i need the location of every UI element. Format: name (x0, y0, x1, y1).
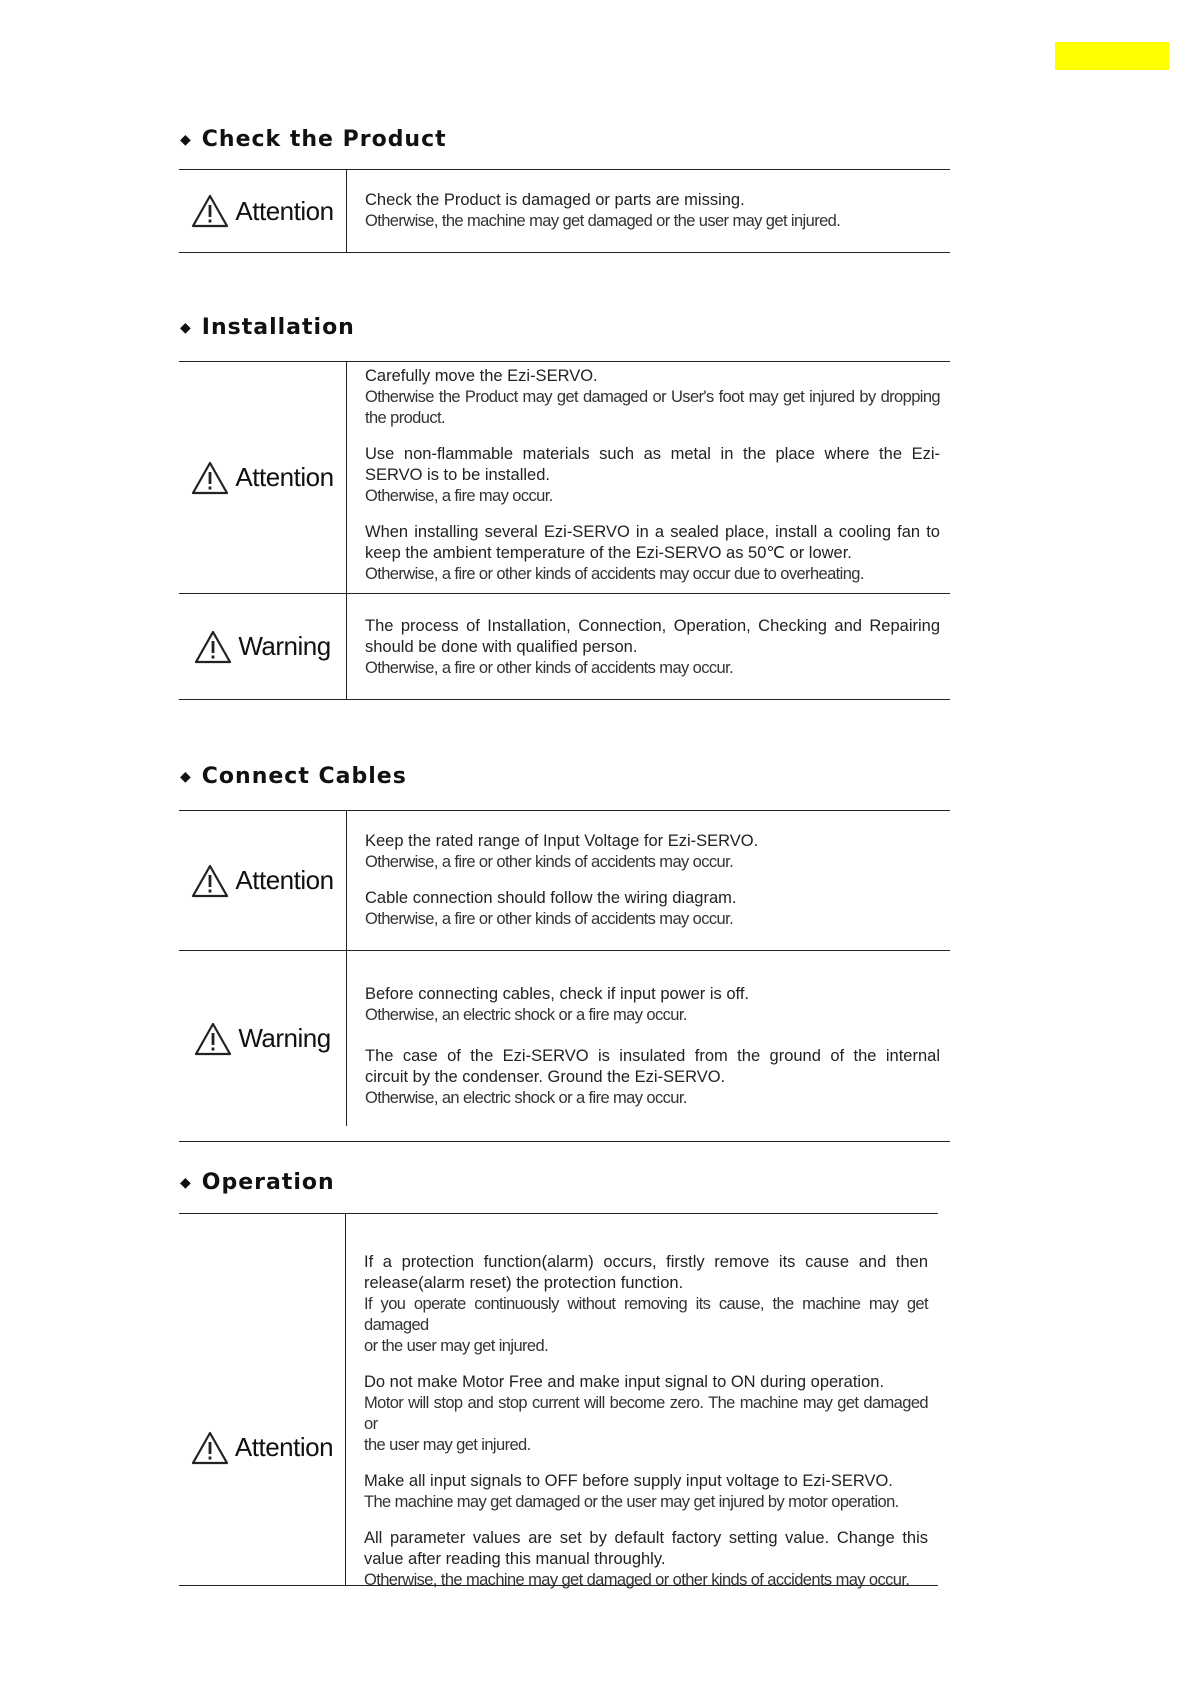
paragraph (365, 831, 940, 873)
attention-label: Attention (191, 194, 333, 228)
label-cell (179, 594, 347, 699)
operation-table (179, 1213, 938, 1589)
warning-triangle-icon (191, 194, 229, 228)
text-line: Otherwise, an electric shock or a fire may occur. (365, 1006, 687, 1024)
text-line: circuit by the condenser. Ground the Ezi-SERVO. (365, 1068, 726, 1086)
text-line: Otherwise, a fire or other kinds of accidents may occur. (365, 659, 734, 677)
diamond-bullet-icon: ◆ (180, 1175, 192, 1191)
text-line: should be done with qualified person. (365, 638, 638, 656)
installation-attention-row (179, 362, 950, 593)
cables-attention-row (179, 811, 950, 950)
paragraph (365, 366, 940, 429)
text-line: Otherwise, the machine may get damaged or other kinds of accidents may occur. (364, 1571, 910, 1589)
label-cell (179, 1214, 346, 1585)
diamond-bullet-icon: ◆ (180, 769, 192, 785)
paragraph (365, 1046, 940, 1109)
cables-warning-text-cell (347, 951, 950, 1141)
text-line: All parameter values are set by default factory setting value. Change this (364, 1529, 928, 1547)
text-line: If you operate continuously without removing its cause, the machine may get damaged (364, 1295, 928, 1334)
installation-table (179, 361, 950, 700)
text-line: Carefully move the Ezi-SERVO. (365, 367, 598, 385)
attention-label: Attention (191, 1431, 333, 1465)
text-line: Make all input signals to OFF before supply input voltage to Ezi-SERVO. (364, 1472, 893, 1490)
paragraph (365, 984, 940, 1026)
text-line: Check the Product is damaged or parts are missing. (365, 191, 745, 209)
warning-triangle-icon (191, 864, 229, 898)
warning-triangle-icon (194, 1022, 232, 1056)
text-line: Otherwise, a fire or other kinds of accidents may occur. (365, 910, 734, 928)
label-cell (179, 170, 347, 252)
paragraph (364, 1372, 928, 1456)
diamond-bullet-icon: ◆ (180, 132, 192, 148)
operation-text-cell (346, 1214, 938, 1589)
text-line: Keep the rated range of Input Voltage for Ezi-SERVO. (365, 832, 759, 850)
diamond-bullet-icon: ◆ (180, 320, 192, 336)
paragraph (365, 444, 940, 507)
text-line: release(alarm reset) the protection function. (364, 1274, 684, 1292)
text-line: Use non-flammable materials such as metal in the place where the Ezi- (365, 445, 940, 463)
paragraph (365, 522, 940, 585)
check-text-cell (347, 170, 950, 252)
text-line: SERVO is to be installed. (365, 466, 550, 484)
section-title-operation: ◆ Operation (180, 1170, 335, 1195)
connect-cables-table (179, 810, 950, 1142)
paragraph (365, 190, 940, 232)
label-cell (179, 362, 347, 593)
section-title-installation: ◆ Installation (180, 315, 355, 340)
warning-label: Warning (194, 1022, 330, 1056)
installation-text-cell (347, 362, 950, 593)
text-line: Otherwise, a fire may occur. (365, 487, 553, 505)
check-attention-row (179, 170, 950, 252)
text-line: The case of the Ezi-SERVO is insulated from the ground of the internal (365, 1047, 940, 1065)
text-line: The machine may get damaged or the user may get injured by motor operation. (364, 1493, 899, 1511)
text-line: Otherwise the Product may get damaged or User's foot may get injured by dropping (365, 388, 940, 406)
text-line: Do not make Motor Free and make input signal to ON during operation. (364, 1373, 885, 1391)
yellow-highlight-mark (1055, 42, 1169, 70)
text-line: Otherwise, a fire or other kinds of accidents may occur. (365, 853, 734, 871)
operation-attention-row (179, 1214, 938, 1589)
attention-label: Attention (191, 461, 333, 495)
text-line: Cable connection should follow the wiring diagram. (365, 889, 737, 907)
warning-triangle-icon (191, 461, 229, 495)
check-product-table (179, 169, 950, 253)
paragraph (364, 1471, 928, 1513)
paragraph (365, 888, 940, 930)
text-line: Otherwise, the machine may get damaged or the user may get injured. (365, 212, 841, 230)
section-title-connect-cables: ◆ Connect Cables (180, 764, 407, 789)
warning-label: Warning (194, 630, 330, 664)
text-line: keep the ambient temperature of the Ezi-SERVO as 50℃ or lower. (365, 544, 852, 562)
installation-warning-row (179, 593, 950, 699)
text-line: the product. (365, 409, 445, 427)
text-line: Motor will stop and stop current will become zero. The machine may get damaged or (364, 1394, 928, 1433)
label-cell (179, 811, 347, 950)
text-line: value after reading this manual throughly. (364, 1550, 666, 1568)
text-line: Otherwise, an electric shock or a fire may occur. (365, 1089, 687, 1107)
text-line: Otherwise, a fire or other kinds of accidents may occur due to overheating. (365, 565, 864, 583)
attention-label: Attention (191, 864, 333, 898)
installation-warning-text-cell (347, 594, 950, 699)
cables-warning-row (179, 950, 950, 1141)
paragraph (364, 1252, 928, 1357)
text-line: When installing several Ezi-SERVO in a sealed place, install a cooling fan to (365, 523, 940, 541)
text-line: the user may get injured. (364, 1436, 531, 1454)
text-line: Before connecting cables, check if input power is off. (365, 985, 749, 1003)
text-line: The process of Installation, Connection, Operation, Checking and Repairing (365, 617, 940, 635)
warning-triangle-icon (194, 630, 232, 664)
text-line: If a protection function(alarm) occurs, firstly remove its cause and then (364, 1253, 928, 1271)
paragraph (365, 616, 940, 679)
text-line: or the user may get injured. (364, 1337, 549, 1355)
warning-triangle-icon (191, 1431, 229, 1465)
paragraph (364, 1528, 928, 1591)
cables-attention-text-cell (347, 811, 950, 950)
section-title-check-product: ◆ Check the Product (180, 127, 447, 152)
label-cell (179, 951, 347, 1126)
